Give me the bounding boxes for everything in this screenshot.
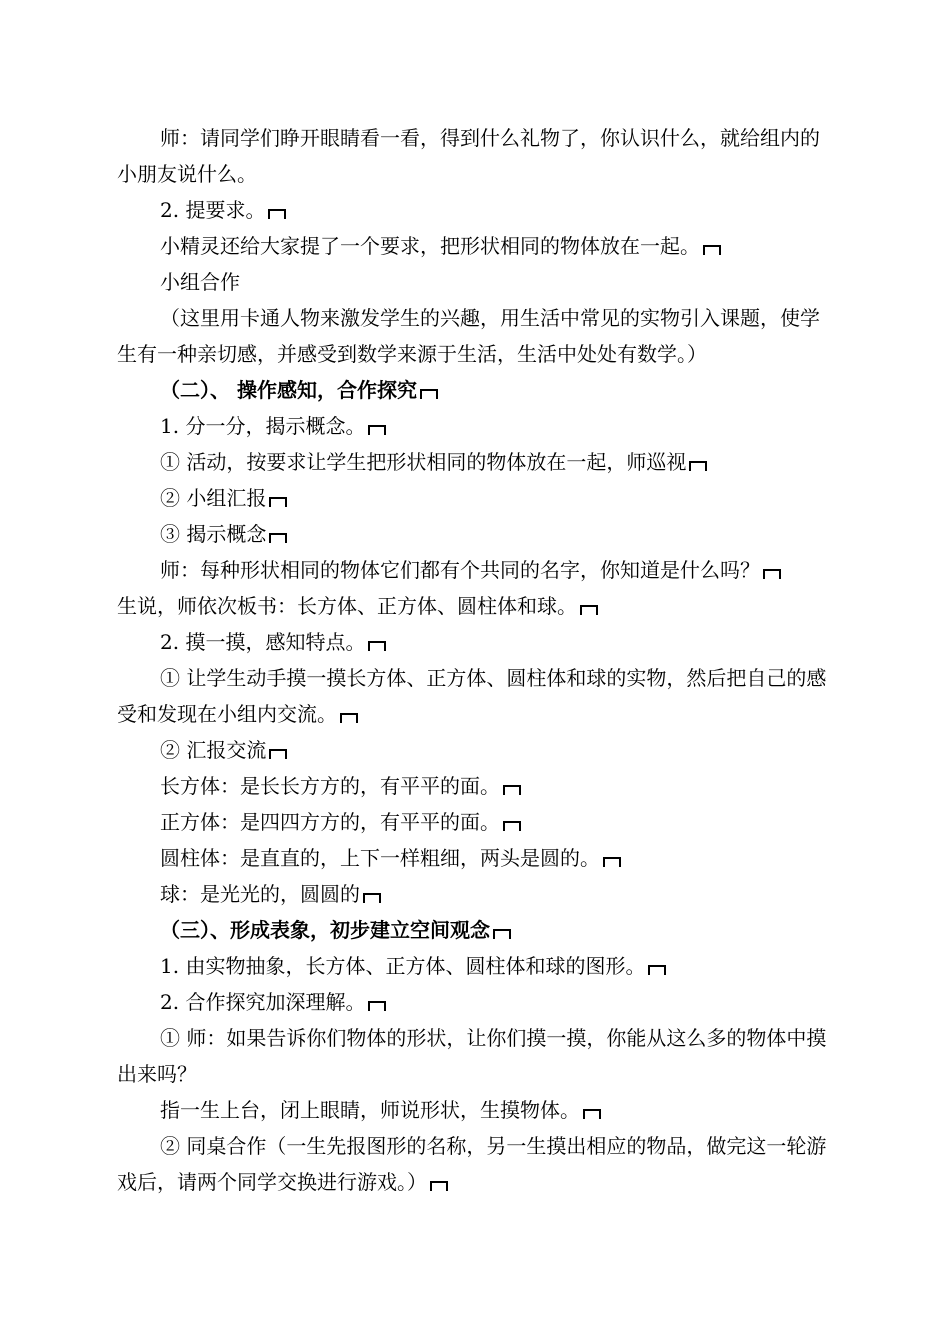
paragraph-mark-icon — [648, 965, 666, 975]
paragraph-mark-icon — [340, 713, 358, 723]
paragraph: ② 小组汇报 — [117, 480, 837, 516]
section-heading: （三）、形成表象，初步建立空间观念 — [117, 912, 837, 948]
paragraph-mark-icon — [603, 857, 621, 867]
paragraph-mark-icon — [689, 461, 707, 471]
section-heading: （二）、 操作感知，合作探究 — [117, 372, 837, 408]
paragraph-mark-icon — [503, 821, 521, 831]
paragraph: 1. 分一分，揭示概念。 — [117, 408, 837, 444]
paragraph-mark-icon — [269, 533, 287, 543]
paragraph: 生说，师依次板书：长方体、正方体、圆柱体和球。 — [117, 588, 837, 624]
paragraph-mark-icon — [763, 569, 781, 579]
paragraph: 指一生上台，闭上眼睛，师说形状，生摸物体。 — [117, 1092, 837, 1128]
paragraph: （这里用卡通人物来激发学生的兴趣，用生活中常见的实物引入课题，使学生有一种亲切感，并感受到数学来源于生活，生活中处处有数学。） — [117, 306, 820, 366]
paragraph: 师：每种形状相同的物体它们都有个共同的名字，你知道是什么吗？ — [117, 552, 837, 588]
paragraph: 2. 合作探究加深理解。 — [117, 984, 837, 1020]
paragraph-mark-icon — [268, 209, 286, 219]
paragraph: 长方体：是长长方方的，有平平的面。 — [117, 768, 837, 804]
paragraph-mark-icon — [269, 749, 287, 759]
paragraph: 球：是光光的，圆圆的 — [117, 876, 837, 912]
paragraph: 圆柱体：是直直的，上下一样粗细，两头是圆的。 — [117, 840, 837, 876]
paragraph-mark-icon — [368, 641, 386, 651]
paragraph: 小精灵还给大家提了一个要求，把形状相同的物体放在一起。 — [117, 228, 837, 264]
paragraph: 2. 摸一摸，感知特点。 — [117, 624, 837, 660]
paragraph: 小组合作 — [160, 270, 240, 294]
paragraph-mark-icon — [269, 497, 287, 507]
paragraph-mark-icon — [363, 893, 381, 903]
paragraph: 1. 由实物抽象，长方体、正方体、圆柱体和球的图形。 — [117, 948, 837, 984]
paragraph-mark-icon — [430, 1181, 448, 1191]
paragraph: ② 汇报交流 — [117, 732, 837, 768]
paragraph-mark-icon — [420, 389, 438, 399]
paragraph-mark-icon — [580, 605, 598, 615]
paragraph-mark-icon — [703, 245, 721, 255]
paragraph: 2. 提要求。 — [117, 192, 837, 228]
paragraph: ① 让学生动手摸一摸长方体、正方体、圆柱体和球的实物，然后把自己的感受和发现在小组内交流。 — [117, 666, 827, 726]
paragraph: ③ 揭示概念 — [117, 516, 837, 552]
paragraph-mark-icon — [368, 425, 386, 435]
paragraph: ① 师：如果告诉你们物体的形状，让你们摸一摸，你能从这么多的物体中摸出来吗？ — [117, 1026, 827, 1086]
paragraph-mark-icon — [493, 929, 511, 939]
paragraph: 正方体：是四四方方的，有平平的面。 — [117, 804, 837, 840]
paragraph-mark-icon — [503, 785, 521, 795]
paragraph: 师：请同学们睁开眼睛看一看，得到什么礼物了，你认识什么，就给组内的小朋友说什么。 — [117, 126, 820, 186]
paragraph: ① 活动，按要求让学生把形状相同的物体放在一起，师巡视 — [117, 444, 837, 480]
paragraph-mark-icon — [368, 1001, 386, 1011]
paragraph: ② 同桌合作（一生先报图形的名称，另一生摸出相应的物品，做完这一轮游戏后，请两个同学交换进行游戏。） — [117, 1134, 827, 1194]
paragraph-mark-icon — [583, 1109, 601, 1119]
